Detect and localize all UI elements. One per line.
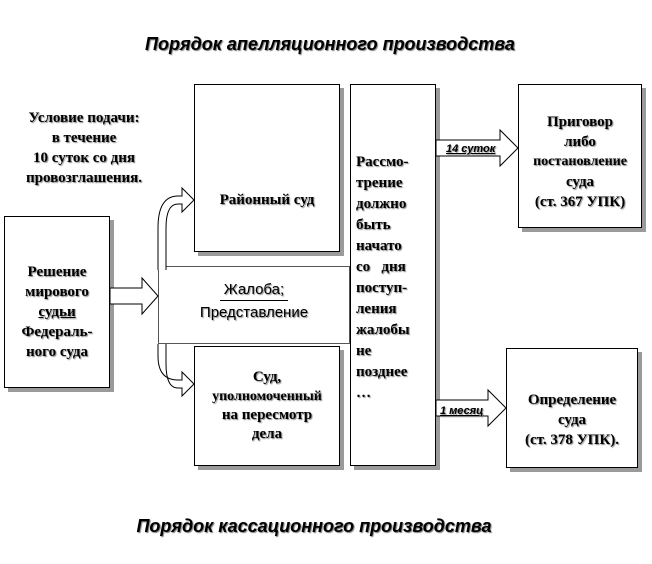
filing-condition: Условие подачи: в течение 10 суток со дня провозглашения. [25,110,143,186]
arrow-to-district-court [158,188,194,270]
verdict-text: Приговор либо постановление суда (ст. 367 УПК) [533,114,627,210]
label-14-days: 14 суток [446,143,496,155]
decision-text: Решение мирового судьи Федераль- ного суда [21,264,93,360]
arrow-to-authorized-court [158,344,194,396]
review-text: Рассмо- трение должно быть начато со дня поступ- ления жалобы не позднее … [356,154,410,401]
district-court-text: Районный суд [219,192,315,208]
cassation-title: Порядок кассационного производства [136,516,492,536]
ruling-text: Определение суда (ст. 378 УПК). [525,392,619,448]
appeal-title: Порядок апелляционного производства [145,34,515,54]
arrow-decision-to-complaint [110,278,158,314]
complaint-text: Жалоба; Представление [199,281,309,321]
label-1-month: 1 месяц [440,405,484,417]
authorized-court-text: Суд, уполномоченный на пересмотр дела [212,369,322,442]
